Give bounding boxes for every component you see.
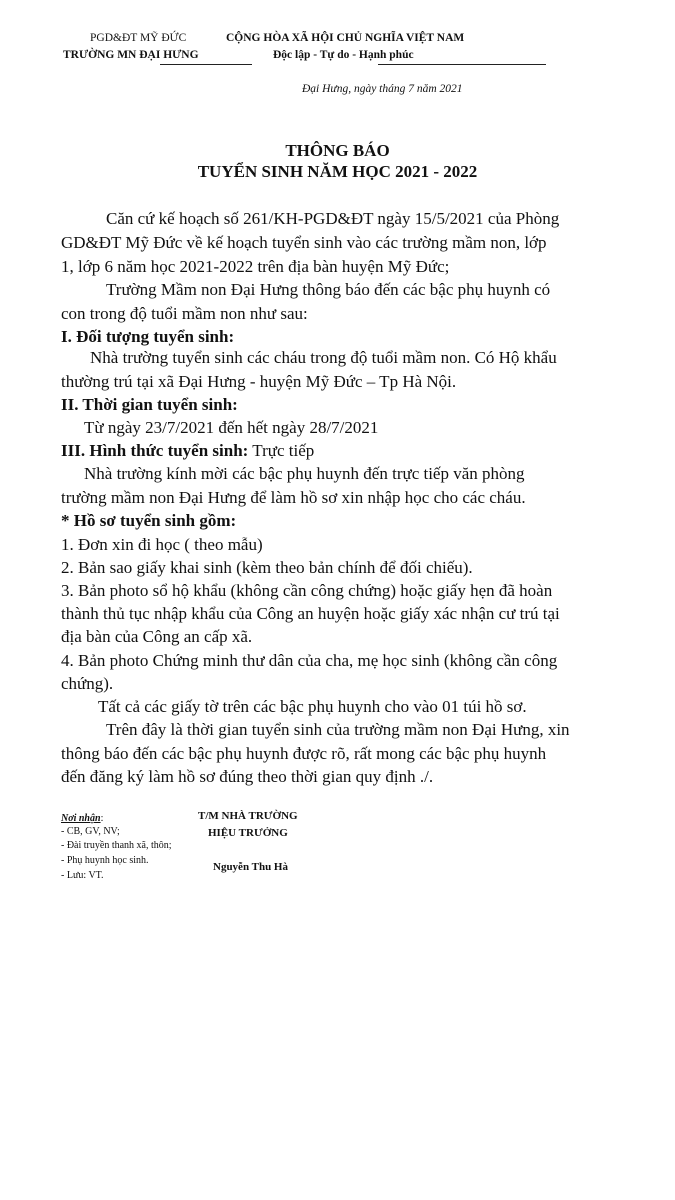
intro-line-3: 1, lớp 6 năm học 2021-2022 trên địa bàn huyện Mỹ Đức; — [61, 257, 450, 276]
agency-name: PGD&ĐT MỸ ĐỨC — [90, 32, 187, 44]
signature-org: T/M NHÀ TRƯỜNG — [198, 810, 298, 822]
signature-name: Nguyễn Thu Hà — [213, 861, 288, 873]
school-name: TRƯỜNG MN ĐẠI HƯNG — [63, 49, 199, 61]
docs-item-1: 1. Đơn xin đi học ( theo mẫu) — [61, 535, 263, 554]
section-3-line-2: trường mầm non Đại Hưng để làm hồ sơ xin nhập học cho các cháu. — [61, 488, 526, 507]
school-name-underline — [160, 64, 252, 65]
recipient-item: - Lưu: VT. — [61, 870, 104, 881]
place-date: Đại Hưng, ngày tháng 7 năm 2021 — [302, 83, 463, 95]
recipients-label-line — [61, 813, 103, 824]
docs-item-2: 2. Bản sao giấy khai sinh (kèm theo bản chính để đối chiếu). — [61, 558, 473, 577]
signature-title: HIỆU TRƯỞNG — [208, 827, 288, 839]
section-1-line-1: Nhà trường tuyển sinh các cháu trong độ tuổi mầm non. Có Hộ khẩu — [90, 348, 557, 367]
national-title: CỘNG HÒA XÃ HỘI CHỦ NGHĨA VIỆT NAM — [226, 32, 465, 44]
recipients-label: Nơi nhận — [61, 813, 101, 824]
closing-line-3: đến đăng ký làm hồ sơ đúng theo thời gian quy định ./. — [61, 767, 434, 786]
section-1-heading: I. Đối tượng tuyển sinh: — [61, 327, 235, 346]
motto-underline — [378, 64, 546, 65]
recipient-item: - Phụ huynh học sinh. — [61, 855, 149, 866]
section-3-heading-line — [61, 441, 314, 461]
section-1-line-2: thường trú tại xã Đại Hưng - huyện Mỹ Đức – Tp Hà Nội. — [61, 372, 457, 391]
national-motto: Độc lập - Tự do - Hạnh phúc — [273, 49, 414, 61]
intro-line-1: Căn cứ kế hoạch số 261/KH-PGD&ĐT ngày 15/5/2021 của Phòng — [106, 209, 560, 228]
section-2-heading: II. Thời gian tuyển sinh: — [61, 395, 238, 414]
intro-line-2: GD&ĐT Mỹ Đức về kế hoạch tuyển sinh vào các trường mầm non, lớp — [61, 233, 547, 252]
announce-line-2: con trong độ tuổi mầm non như sau: — [61, 304, 308, 323]
section-3-heading: III. Hình thức tuyển sinh: — [61, 441, 249, 460]
section-3-line-1: Nhà trường kính mời các bậc phụ huynh đến trực tiếp văn phòng — [84, 464, 525, 483]
docs-item-3-line-1: 3. Bản photo sổ hộ khẩu (không cần công chứng) hoặc giấy hẹn đã hoàn — [61, 581, 553, 600]
notice-title: THÔNG BÁO — [285, 141, 390, 160]
docs-item-4-line-2: chứng). — [61, 674, 114, 693]
section-2-text: Từ ngày 23/7/2021 đến hết ngày 28/7/2021 — [84, 418, 379, 437]
bag-note: Tất cả các giấy tờ trên các bậc phụ huynh cho vào 01 túi hồ sơ. — [98, 697, 527, 716]
docs-item-3-line-3: địa bàn của Công an cấp xã. — [61, 627, 253, 646]
closing-line-1: Trên đây là thời gian tuyển sinh của trường mầm non Đại Hưng, xin — [106, 720, 570, 739]
announce-line-1: Trường Mầm non Đại Hưng thông báo đến các bậc phụ huynh có — [106, 280, 551, 299]
docs-item-4-line-1: 4. Bản photo Chứng minh thư dân của cha, mẹ học sinh (không cần công — [61, 651, 558, 670]
docs-item-3-line-2: thành thủ tục nhập khẩu của Công an huyện hoặc giấy xác nhận cư trú tại — [61, 604, 560, 623]
notice-subtitle: TUYỂN SINH NĂM HỌC 2021 - 2022 — [197, 162, 478, 181]
recipient-item: - CB, GV, NV; — [61, 826, 120, 837]
recipients-colon: : — [100, 813, 104, 824]
closing-line-2: thông báo đến các bậc phụ huynh được rõ, rất mong các bậc phụ huynh — [61, 744, 547, 763]
docs-heading: * Hồ sơ tuyển sinh gồm: — [61, 511, 237, 530]
section-3-value: Trực tiếp — [248, 441, 315, 460]
recipient-item: - Đài truyền thanh xã, thôn; — [61, 840, 172, 851]
